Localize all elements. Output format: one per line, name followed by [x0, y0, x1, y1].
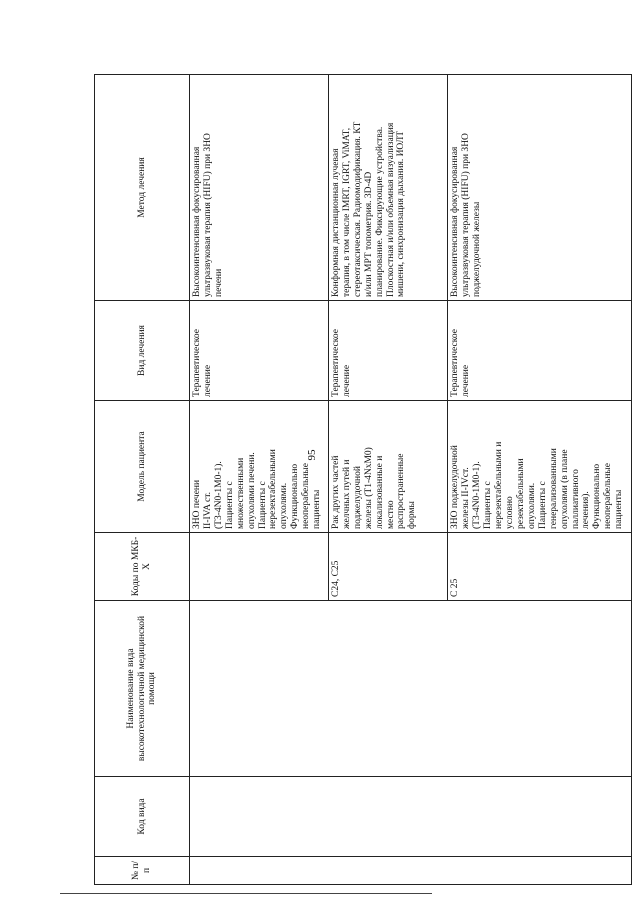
cell-num	[190, 857, 632, 885]
header-name: Наименование вида высокотехнологичной медицинской помощи	[95, 601, 190, 777]
cell-method: Высокоинтенсивная фокусированная ультразвуковая терапия (HIFU) при ЗНО поджелудочной железы	[448, 75, 632, 301]
header-num: № п/п	[95, 857, 190, 885]
cell-kind: Терапевтическое лечение	[328, 301, 447, 401]
cell-icd: C 25	[448, 533, 632, 601]
cell-model: ЗНО печени II-IVA ст. (T3-4N0-1M0-1). Пациенты с множественными опухолями печени. Пациенты с нерезектабельными опухолями. Функционально неоперабельные пациенты	[190, 401, 329, 533]
cell-code	[190, 777, 632, 857]
cell-method: Конформная дистанционная лучевая терапия, в том числе IMRT, IGRT, ViMAT, стереотаксическая. Радиомодификация. КТ и/или МРТ топометрия. 3D-4D планирование. Фиксирующие устройства. Плоскостная и/или объемная визуализация мишени, синхронизация дыхания. ИОЛТ	[328, 75, 447, 301]
page-number: 95	[306, 449, 318, 461]
cell-kind: Терапевтическое лечение	[448, 301, 632, 401]
cell-name	[190, 601, 632, 777]
cell-model: ЗНО поджелудочной железы II-IVст. (T3-4N0-1M0-1). Пациенты с нерезектабельными и условно резектабельными опухолями. Пациенты с генерализованными опухолями (в плане паллиативного лечения). Функционально неоперабельные пациенты	[448, 401, 632, 533]
header-method: Метод лечения	[95, 75, 190, 301]
header-model: Модель пациента	[95, 401, 190, 533]
cell-method: Высокоинтенсивная фокусированная ультразвуковая терапия (HIFU) при ЗНО печени	[190, 75, 329, 301]
header-icd: Коды по МКБ-Х	[95, 533, 190, 601]
table-row	[190, 75, 329, 885]
table-header-row	[95, 75, 190, 885]
header-kind: Вид лечения	[95, 301, 190, 401]
header-code: Код вида	[95, 777, 190, 857]
rotated-table-container	[94, 75, 632, 885]
cell-icd	[190, 533, 329, 601]
cell-model: Рак других частей желчных путей и поджелудочной железы (T1-4NxM0) локализованные и местно распространенные формы	[328, 401, 447, 533]
scan-artifact-line	[60, 893, 432, 894]
cell-kind: Терапевтическое лечение	[190, 301, 329, 401]
cell-icd: C24, C25	[328, 533, 447, 601]
treatment-methods-table	[94, 74, 632, 885]
